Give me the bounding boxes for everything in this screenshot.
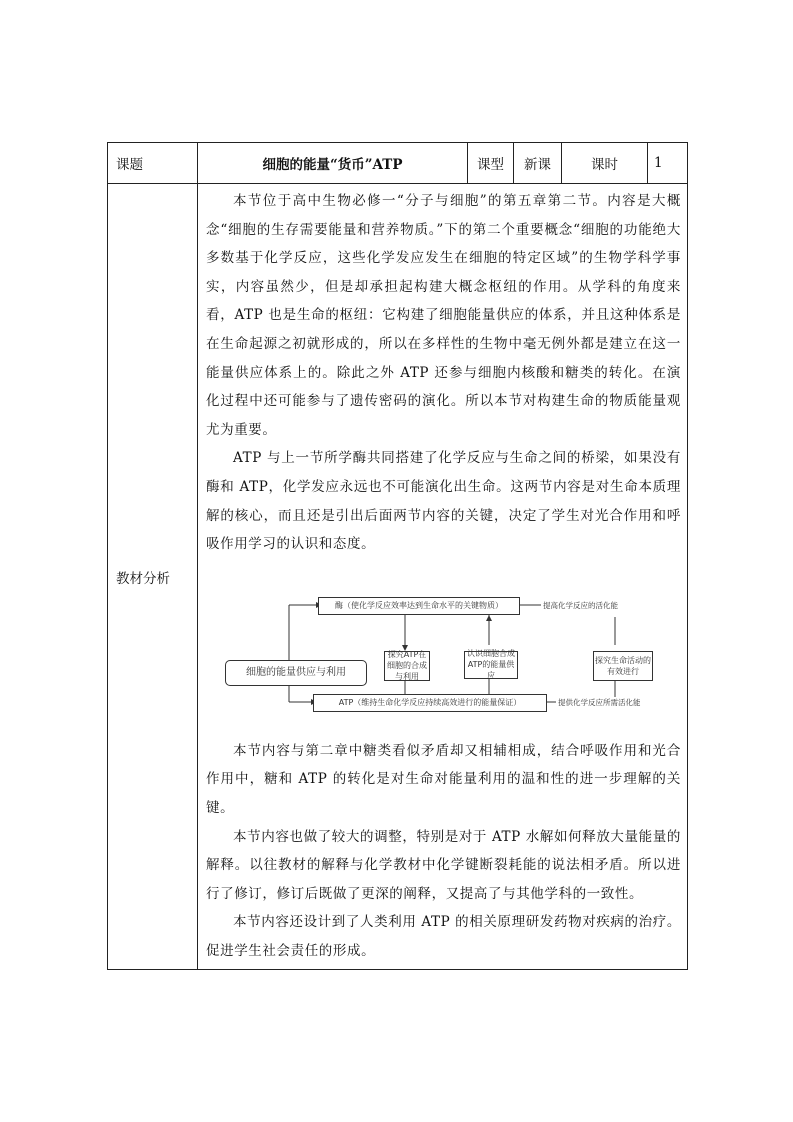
section-label: 教材分析 (108, 184, 198, 970)
paragraph-5: 本节内容还设计到了人类利用 ATP 的相关原理研发药物对疾病的治疗。促进学生社会责任的形成。 (206, 914, 681, 959)
paragraph-1: 本节位于高中生物必修一“分子与细胞”的第五章第二节。内容是大概念“细胞的生存需要能量和营养物质。”下的第二个重要概念“细胞的功能绝大多数基于化学反应，这些化学发应发生在细胞的特定区域”的生物学科学事实，内容虽然少，但是却承担起构建大概念枢纽的作用。从学科的角度来看，ATP 也是生命的枢纽：它构建了细胞能量供应的体系，并且这种体系是在生命起源之初就形成的，所以在多样性的生物中毫无例外都是建立在这一能量供应体系上的。除此之外 ATP 还参与细胞内核酸和糖类的转化。在演化过程中还可能参与了遗传密码的演化。所以本节对构建生命的物质能量观尤为重要。 (206, 193, 681, 438)
synthesis-box: 认识细胞合成ATP的能量供应 (464, 651, 518, 679)
hours-value: 1 (648, 143, 688, 184)
main-box: 细胞的能量供应与利用 (225, 660, 367, 686)
study-atp-box: 探究ATP在细胞的合成与利用 (384, 651, 430, 681)
enzyme-box: 酶（使化学反应效率达到生命水平的关键物质） (318, 597, 520, 615)
header-row (108, 143, 688, 184)
concept-diagram (206, 567, 681, 727)
paragraph-2: ATP 与上一节所学酶共同搭建了化学反应与生命之间的桥梁，如果没有酶和 ATP，化学发应永远也不可能演化出生命。这两节内容是对生命本质理解的核心，而且还是引出后面两节内容的关键，决定了学生对光合作用和呼吸作用学习的认识和态度。 (206, 450, 681, 553)
atp-box: ATP（维持生命化学反应持续高效进行的能量保证） (313, 694, 547, 712)
topic-label: 课题 (108, 143, 198, 184)
lesson-table (107, 142, 688, 970)
paragraph-3: 本节内容与第二章中糖类看似矛盾却又相辅相成，结合呼吸作用和光合作用中，糖和 ATP 的转化是对生命对能量利用的温和性的进一步理解的关键。 (206, 742, 681, 816)
enzyme-note: 提高化学反应的活化能 (543, 600, 618, 610)
analysis-row (108, 184, 688, 970)
type-value: 新课 (514, 143, 562, 184)
atp-note: 提供化学反应所需活化能 (558, 697, 641, 707)
lesson-title: 细胞的能量“货币”ATP (198, 143, 468, 184)
explore-box: 探究生命活动的有效进行 (593, 651, 653, 681)
hours-label: 课时 (562, 143, 648, 184)
paragraph-4: 本节内容也做了较大的调整，特别是对于 ATP 水解如何释放大量能量的解释。以往教材的解释与化学教材中化学键断裂耗能的说法相矛盾。所以进行了修订，修订后既做了更深的阐释，又提高了与其他学科的一致性。 (206, 828, 681, 902)
analysis-content (198, 184, 688, 970)
type-label: 课型 (468, 143, 514, 184)
